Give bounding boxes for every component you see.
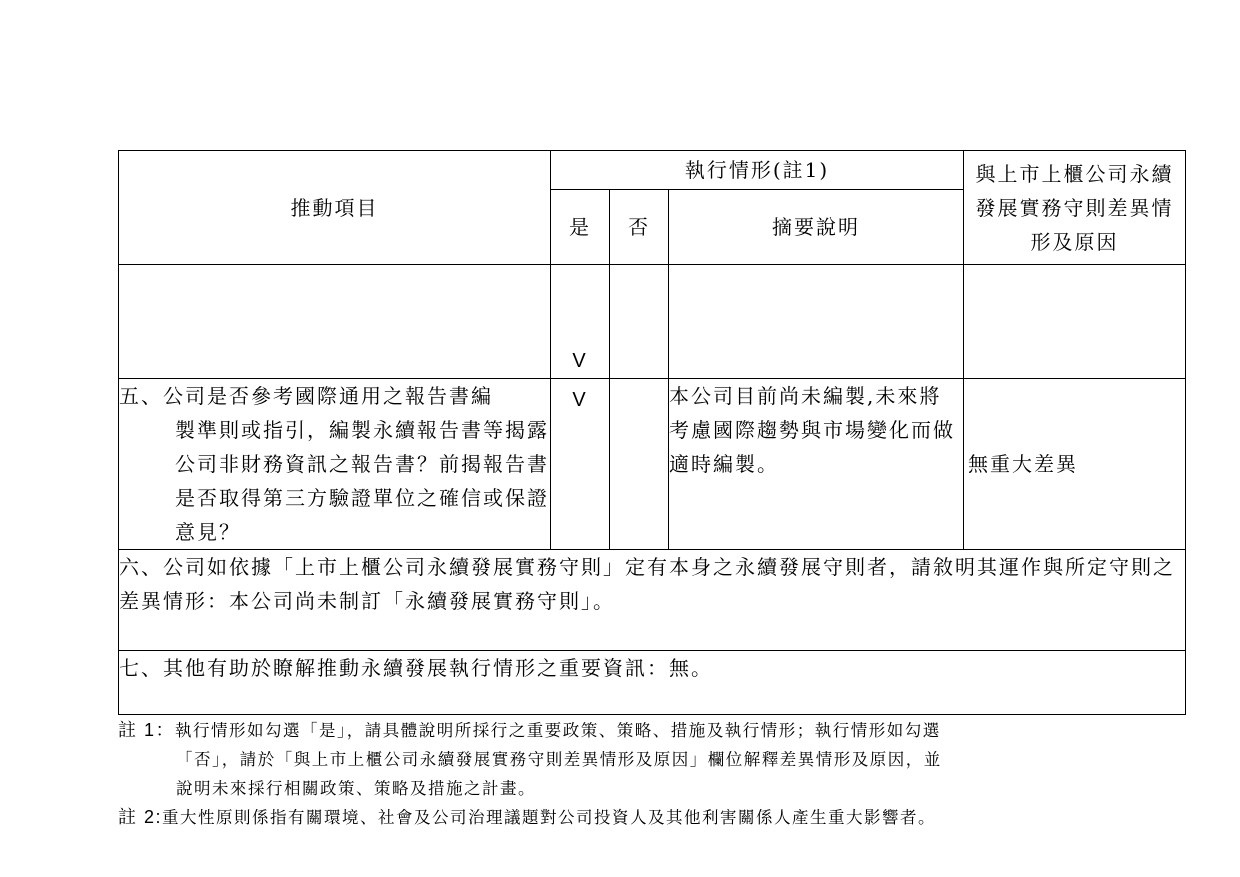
footnotes — [118, 716, 1078, 832]
row5-item-rest: 製準則或指引，編製永續報告書等揭露公司非財務資訊之報告書？前揭報告書是否取得第三方驗證單位之確信或保證意見？ — [175, 418, 549, 544]
header-summary: 摘要說明 — [669, 190, 964, 265]
row5-difference: 無重大差異 — [964, 379, 1186, 550]
row6-text: 六、公司如依據「上市上櫃公司永續發展實務守則」定有本身之永續發展守則者，請敘明其運作與所定守則之差異情形：本公司尚未制訂「永續發展實務守則」。 — [119, 550, 1186, 651]
prev-no-mark — [610, 265, 669, 379]
note-1-line2: 「否」，請於「與上市上櫃公司永續發展實務守則差異情形及原因」欄位解釋差異情形及原因，並 — [176, 750, 942, 769]
note-1-line1: 執行情形如勾選「是」，請具體說明所採行之重要政策、策略、措施及執行情形；執行情形如勾選 — [175, 721, 941, 740]
note-1-line3: 說明未來採行相關政策、策略及措施之計畫。 — [176, 779, 536, 798]
table-row — [119, 651, 1186, 715]
row5-yes-mark: V — [551, 379, 610, 550]
sustainability-table — [118, 150, 1186, 715]
header-status: 執行情形(註1) — [551, 151, 964, 190]
prev-summary — [669, 265, 964, 379]
note-1-label: 註 1： — [118, 720, 176, 740]
table-row — [119, 550, 1186, 651]
prev-difference — [964, 265, 1186, 379]
table-row — [119, 265, 1186, 379]
row5-summary: 本公司目前尚未編製,未來將考慮國際趨勢與市場變化而做適時編製。 — [669, 379, 964, 550]
row5-no-mark — [610, 379, 669, 550]
header-item: 推動項目 — [119, 151, 551, 265]
header-yes: 是 — [551, 190, 610, 265]
header-no: 否 — [610, 190, 669, 265]
header-difference: 與上市上櫃公司永續發展實務守則差異情形及原因 — [964, 151, 1186, 265]
note-2 — [118, 803, 1078, 832]
row7-text: 七、其他有助於瞭解推動永續發展執行情形之重要資訊：無。 — [119, 651, 1186, 715]
table-row — [119, 379, 1186, 550]
row5-item — [119, 379, 551, 550]
prev-item-cell — [119, 265, 551, 379]
note-2-label: 註 2: — [118, 807, 163, 827]
note-1 — [118, 716, 1078, 745]
note-2-text: 重大性原則係指有關環境、社會及公司治理議題對公司投資人及其他利害關係人產生重大影響者。 — [162, 808, 937, 827]
prev-yes-mark: V — [551, 265, 610, 379]
row5-item-line1: 五、公司是否參考國際通用之報告書編 — [119, 384, 493, 408]
